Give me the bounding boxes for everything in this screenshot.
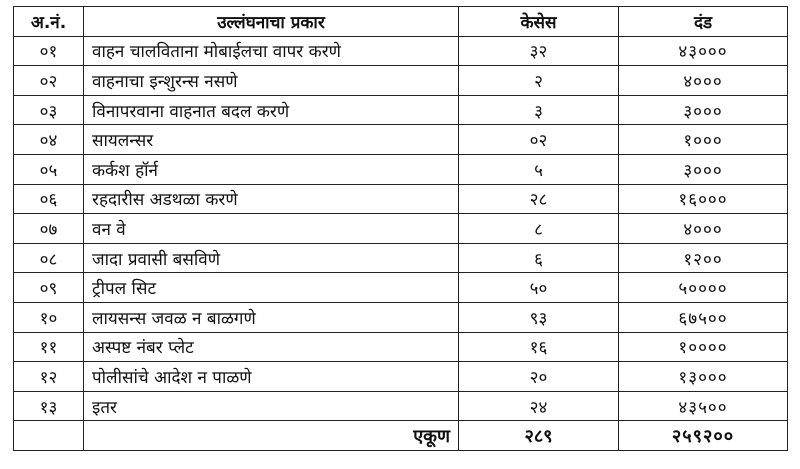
row-violation-type: वाहन चालविताना मोबाईलचा वापर करणे	[84, 36, 459, 66]
row-fine: ५००००	[619, 273, 788, 303]
row-sr-no: ०८	[14, 243, 84, 273]
row-fine: ४०००	[619, 214, 788, 244]
row-fine: ३०००	[619, 95, 788, 125]
row-violation-type: सायलन्सर	[84, 125, 459, 155]
row-fine: १२००	[619, 243, 788, 273]
row-sr-no: ०९	[14, 273, 84, 303]
row-sr-no: ०६	[14, 184, 84, 214]
row-sr-no: १३	[14, 391, 84, 421]
row-fine: १००००	[619, 332, 788, 362]
row-sr-no: ०४	[14, 125, 84, 155]
row-fine: ४३५००	[619, 391, 788, 421]
table-row	[14, 243, 788, 273]
row-cases: ६	[459, 243, 619, 273]
row-cases: ०२	[459, 125, 619, 155]
row-violation-type: इतर	[84, 391, 459, 421]
row-violation-type: वाहनाचा इन्शुरन्स नसणे	[84, 66, 459, 96]
row-fine: ३०००	[619, 154, 788, 184]
row-violation-type: अस्पष्ट नंबर प्लेट	[84, 332, 459, 362]
header-fine: दंड	[619, 7, 788, 37]
table-row	[14, 66, 788, 96]
row-cases: ३	[459, 95, 619, 125]
row-violation-type: रहदारीस अडथळा करणे	[84, 184, 459, 214]
row-violation-type: पोलीसांचे आदेश न पाळणे	[84, 362, 459, 392]
row-cases: ३२	[459, 36, 619, 66]
row-fine: ४३०००	[619, 36, 788, 66]
row-cases: ९३	[459, 302, 619, 332]
total-cases: २८९	[459, 421, 619, 451]
row-violation-type: ट्रीपल सिट	[84, 273, 459, 303]
header-violation-type: उल्लंघनाचा प्रकार	[84, 7, 459, 37]
total-row	[14, 421, 788, 451]
row-sr-no: १२	[14, 362, 84, 392]
table-row	[14, 125, 788, 155]
header-row	[14, 7, 788, 37]
row-cases: ८	[459, 214, 619, 244]
table-row	[14, 214, 788, 244]
row-cases: ५	[459, 154, 619, 184]
row-cases: २	[459, 66, 619, 96]
table-row	[14, 391, 788, 421]
row-fine: ४०००	[619, 66, 788, 96]
row-sr-no: ०३	[14, 95, 84, 125]
row-violation-type: कर्कश हॉर्न	[84, 154, 459, 184]
row-cases: ५०	[459, 273, 619, 303]
table-row	[14, 184, 788, 214]
row-fine: ६७५००	[619, 302, 788, 332]
table-row	[14, 332, 788, 362]
row-cases: २८	[459, 184, 619, 214]
table-row	[14, 362, 788, 392]
row-sr-no: १०	[14, 302, 84, 332]
row-violation-type: विनापरवाना वाहनात बदल करणे	[84, 95, 459, 125]
row-fine: १६०००	[619, 184, 788, 214]
row-violation-type: लायसन्स जवळ न बाळगणे	[84, 302, 459, 332]
row-sr-no: ०१	[14, 36, 84, 66]
row-sr-no: ११	[14, 332, 84, 362]
header-sr-no: अ.नं.	[14, 7, 84, 37]
row-sr-no: ०५	[14, 154, 84, 184]
row-cases: १६	[459, 332, 619, 362]
row-violation-type: वन वे	[84, 214, 459, 244]
total-fine: २५९२००	[619, 421, 788, 451]
total-blank-cell	[14, 421, 84, 451]
table-row	[14, 95, 788, 125]
row-sr-no: ०२	[14, 66, 84, 96]
row-cases: २४	[459, 391, 619, 421]
total-label: एकूण	[84, 421, 459, 451]
table-body	[14, 36, 788, 421]
row-violation-type: जादा प्रवासी बसविणे	[84, 243, 459, 273]
table-row	[14, 302, 788, 332]
header-cases: केसेस	[459, 7, 619, 37]
row-sr-no: ०७	[14, 214, 84, 244]
row-cases: २०	[459, 362, 619, 392]
traffic-violations-table	[13, 6, 788, 451]
table-row	[14, 36, 788, 66]
table-row	[14, 154, 788, 184]
row-fine: १०००	[619, 125, 788, 155]
row-fine: १३०००	[619, 362, 788, 392]
table-row	[14, 273, 788, 303]
